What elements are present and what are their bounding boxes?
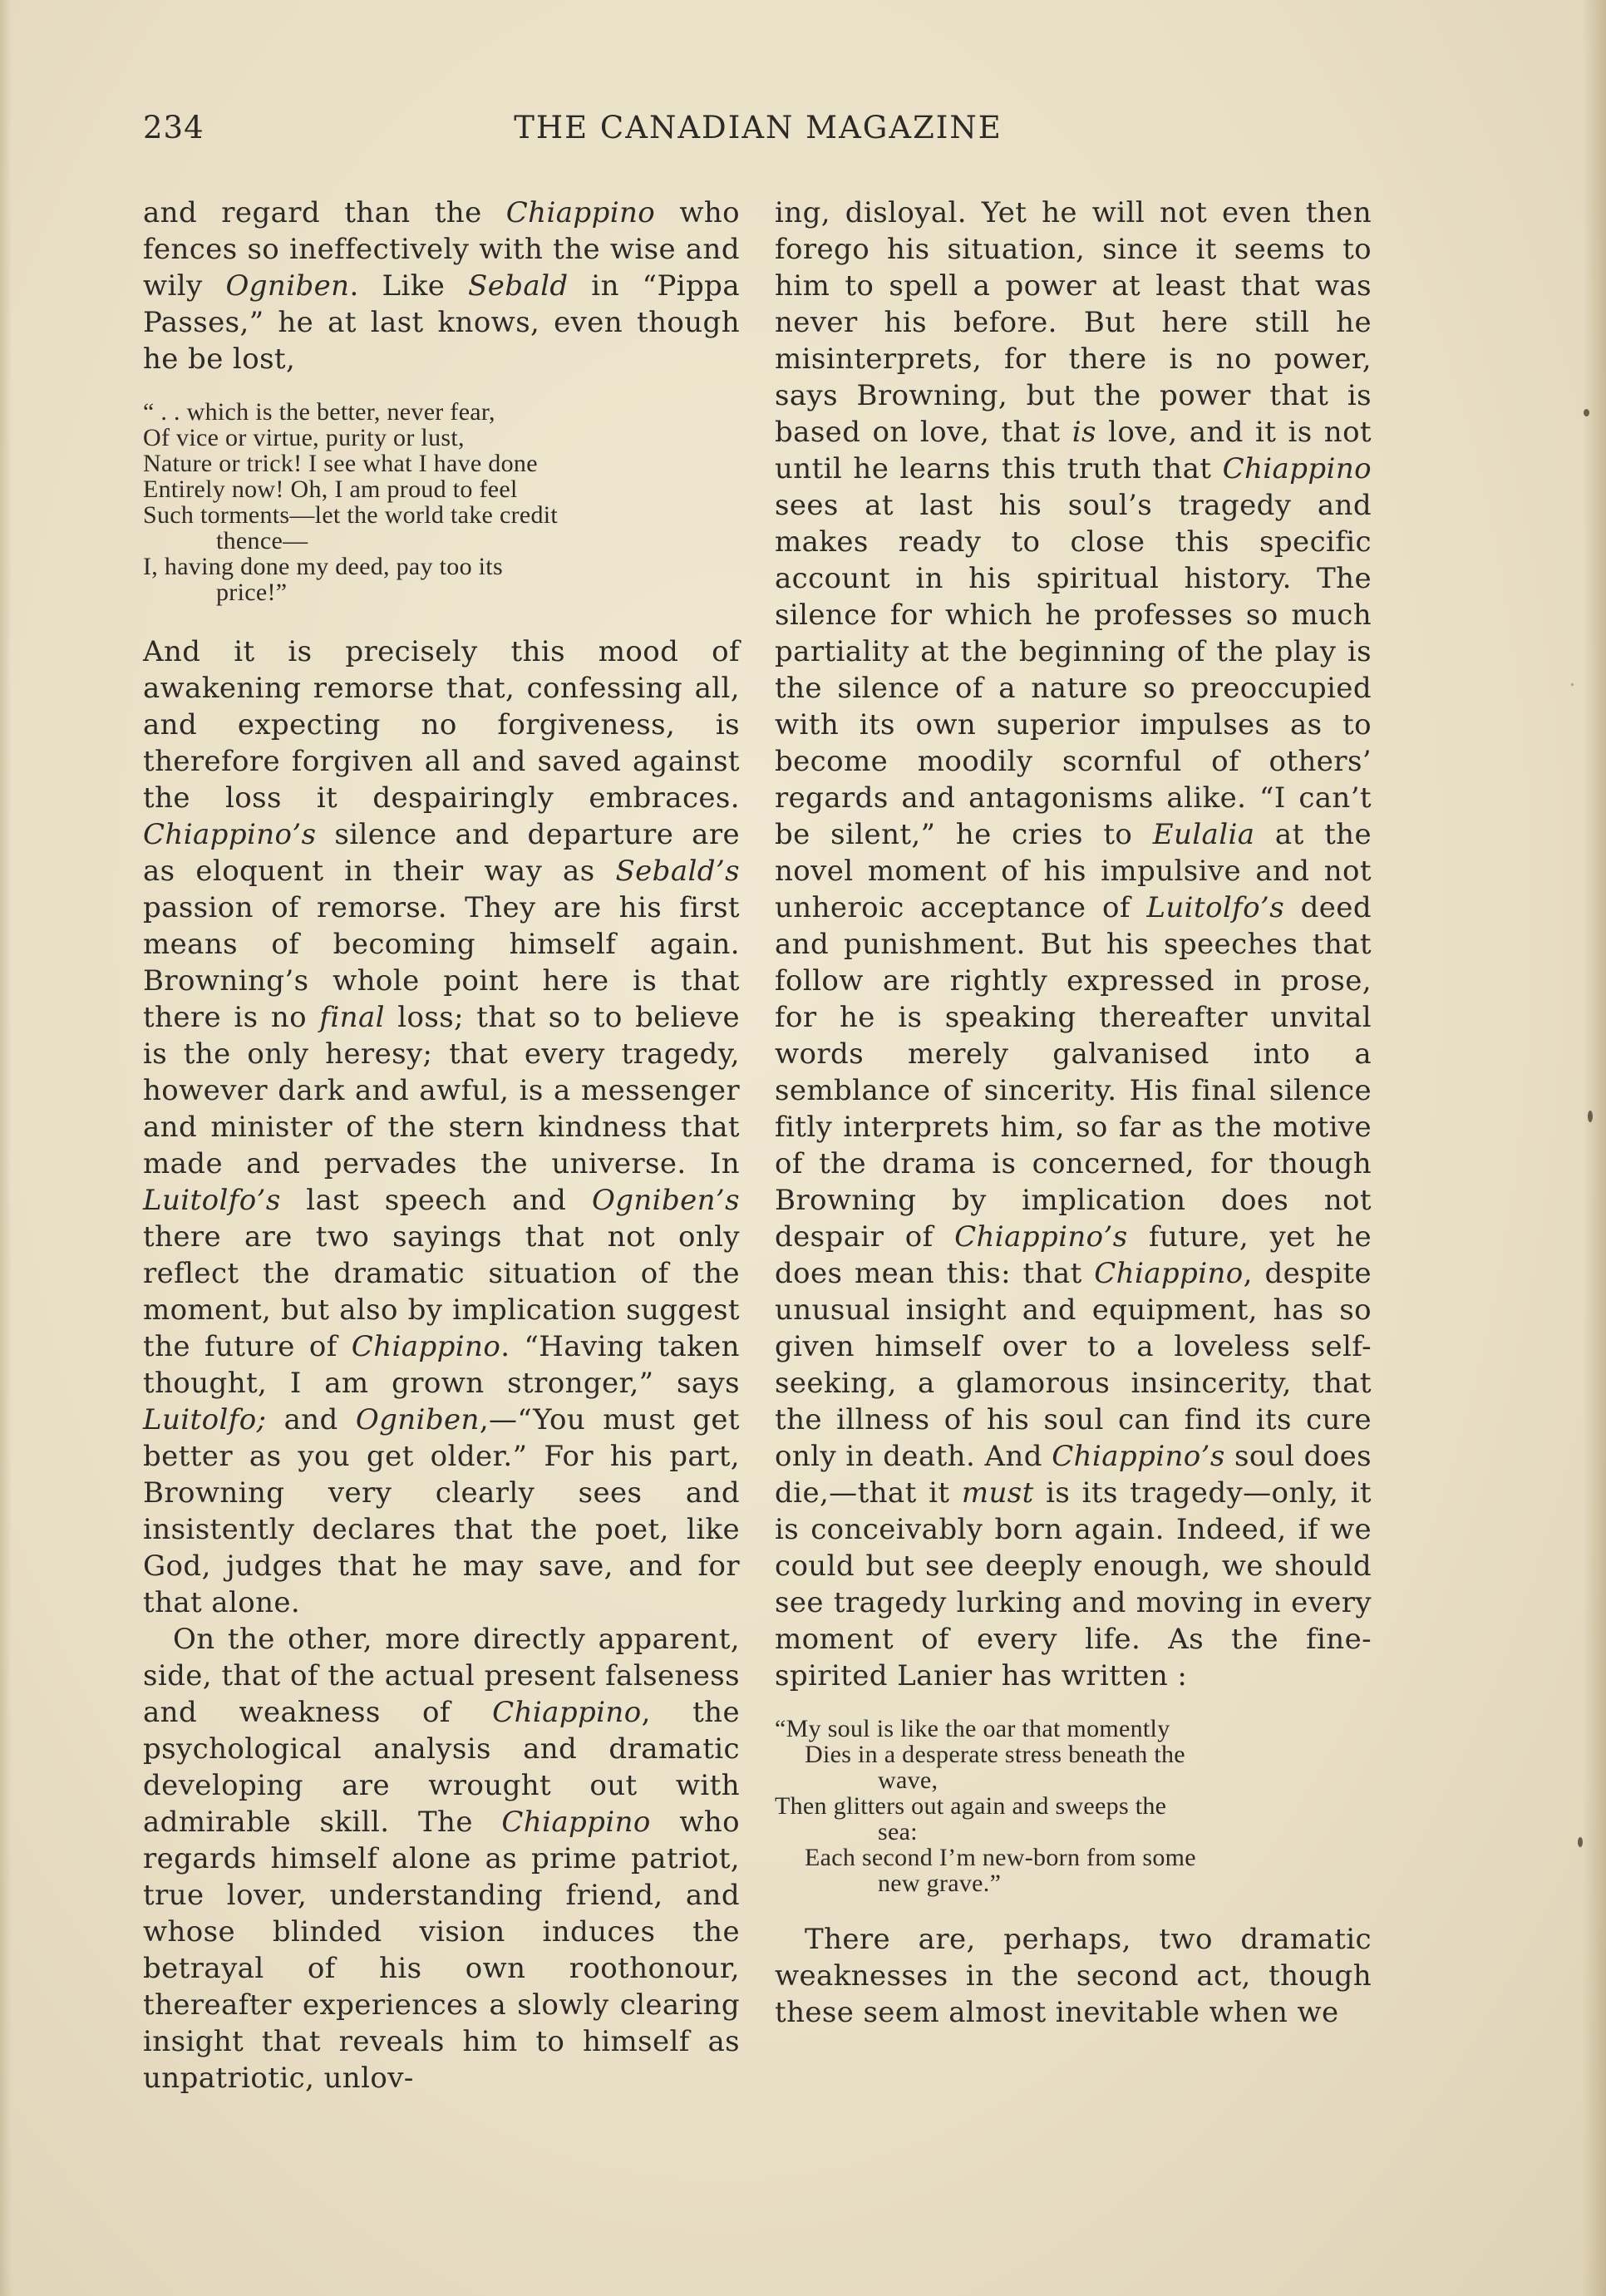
text-run: love, and it is not until he learns this truth that: [775, 416, 1372, 485]
text-run: . Like: [349, 269, 469, 303]
italic-text: Luitolfo’s: [1146, 891, 1285, 924]
paper-speck: [1578, 1837, 1583, 1847]
text-run: sees at last his soul’s tragedy and makes ready to close this specific account in his spiritual history. The silence for which he professes so much partiality at the beginning of the play is the silence of a nature so preoccupied with its own superior impulses as to become moodily scornful of others’ regards and antagonisms alike. “I can’t be silent,” he cries to: [775, 489, 1372, 851]
page-header: [143, 110, 1373, 153]
paragraph: [775, 1921, 1372, 2031]
text-run: is its tragedy—only, it is conceivably born again. Indeed, if we could but see deeply enough, we should see tragedy lurking and moving in every moment of every life. As the fine-spirited Lanier has written :: [775, 1476, 1372, 1692]
text-run: at the novel moment of his impulsive and not unheroic acceptance of: [775, 818, 1372, 924]
text-run: ,—“You must get better as you get older.” For his part, Browning very clearly sees and insistently declares that the poet, like God, judges that he may save, and for that alone.: [143, 1403, 740, 1619]
text-run: And it is precisely this mood of awakening remorse that, confessing all, and expecting no forgiveness, is therefore forgiven all and saved against the loss it despairingly embraces.: [143, 635, 740, 815]
italic-text: Ogniben: [225, 269, 350, 303]
text-run: , despite unusual insight and equipment, has so given himself over to a loveless self-seeking, a glamorous insincerity, that the illness of his soul can find its cure only in death. And: [775, 1257, 1372, 1473]
text-run: loss; that so to believe is the only heresy; that every tragedy, however dark and awful, is a messenger and minister of the stern kindness that made and pervades the universe. In: [143, 1001, 740, 1180]
verse-line: Entirely now! Oh, I am proud to feel: [143, 475, 518, 503]
text-run: and regard than the: [143, 196, 506, 229]
text-run: soul does die,—that it: [775, 1440, 1372, 1510]
text-run: , the psychological analysis and dramatic developing are wrought out with admirable skill. The: [143, 1696, 740, 1839]
verse-line: Nature or trick! I see what I have done: [143, 450, 538, 477]
italic-text: Chiappino: [505, 196, 656, 229]
paragraph: [143, 195, 740, 377]
page-right-edge-shadow: [1583, 0, 1606, 2296]
text-run: last speech and: [280, 1184, 592, 1217]
verse-line: new grave.”: [878, 1870, 1002, 1897]
italic-text: final: [319, 1001, 385, 1034]
italic-text: Eulalia: [1152, 818, 1255, 851]
verse-line: “ . . which is the better, never fear,: [143, 398, 495, 426]
italic-text: Ogniben: [355, 1403, 480, 1436]
italic-text: Chiappino’s: [954, 1220, 1128, 1254]
text-run: passion of remorse. They are his first means of becoming himself again. Browning’s whole point here is that there is no: [143, 891, 740, 1034]
paper-speck: [1584, 409, 1589, 416]
running-title: THE CANADIAN MAGAZINE: [514, 110, 1003, 145]
right-column: [775, 195, 1372, 2031]
paragraph: [143, 633, 740, 1621]
italic-text: Chiappino’s: [143, 818, 317, 851]
verse-line: thence—: [216, 527, 308, 554]
italic-text: Sebald: [468, 269, 569, 303]
paragraph: [143, 1621, 740, 2096]
text-run: who fences so ineffectively with the wise and wily: [143, 196, 740, 303]
italic-text: Chiappino: [492, 1696, 642, 1729]
text-run: deed and punishment. But his speeches that follow are rightly expressed in prose, for he is speaking thereafter unvital words merely galvanised into a semblance of sincerity. His final silence fitly interprets him, so far as the motive of the drama is concerned, for though Browning by implication does not despair of: [775, 891, 1372, 1254]
verse-line: price!”: [216, 579, 288, 606]
text-run: who regards himself alone as prime patriot, true lover, understanding friend, and whose blinded vision induces the betrayal of his own roothonour, thereafter experiences a slowly clearing insight that reveals him to himself as unpatriotic, unlov-: [143, 1806, 740, 2095]
verse-quote: [775, 1716, 1372, 1896]
text-run: ing, disloyal. Yet he will not even then forego his situation, since it seems to him to spell a power at least that was never his before. But here still he misinterprets, for there is no power, says Browning, but the power that is based on love, that: [775, 196, 1372, 449]
italic-text: Chiappino: [1094, 1257, 1244, 1290]
verse-line: Dies in a desperate stress beneath the: [805, 1741, 1185, 1768]
verse-line: Such torments—let the world take credit: [143, 501, 559, 529]
text-run: future, yet he does mean this: that: [775, 1220, 1372, 1290]
page-left-edge-shadow: [0, 0, 12, 2296]
text-run: in “Pippa Passes,” he at last knows, even though he be lost,: [143, 269, 740, 376]
page-number: 234: [143, 110, 204, 145]
italic-text: must: [961, 1476, 1034, 1510]
paper-speck: [1571, 683, 1574, 686]
italic-text: Chiappino: [501, 1806, 651, 1839]
text-run: On the other, more directly apparent, side, that of the actual present falseness and weakness of: [143, 1623, 740, 1729]
verse-line: Each second I’m new-born from some: [805, 1844, 1196, 1871]
left-column: [143, 195, 740, 2096]
italic-text: Luitolfo;: [143, 1403, 267, 1436]
text-run: There are, perhaps, two dramatic weaknesses in the second act, though these seem almost inevitable when we: [775, 1923, 1372, 2029]
italic-text: is: [1071, 416, 1096, 449]
paper-speck: [1588, 1111, 1593, 1122]
verse-line: “My soul is like the oar that momently: [775, 1715, 1170, 1742]
italic-text: Sebald’s: [615, 855, 740, 888]
paragraph: [775, 195, 1372, 1694]
italic-text: Chiappino’s: [1052, 1440, 1225, 1473]
italic-text: Chiappino: [351, 1330, 501, 1363]
verse-line: sea:: [878, 1818, 918, 1845]
verse-line: Then glitters out again and sweeps the: [775, 1792, 1167, 1820]
italic-text: Ogniben’s: [591, 1184, 740, 1217]
verse-line: wave,: [878, 1766, 938, 1794]
verse-line: I, having done my deed, pay too its: [143, 553, 503, 580]
text-run: and: [266, 1403, 356, 1436]
text-run: there are two sayings that not only reflect the dramatic situation of the moment, but also by implication suggest the future of: [143, 1220, 740, 1363]
italic-text: Luitolfo’s: [143, 1184, 281, 1217]
text-run: silence and departure are as eloquent in their way as: [143, 818, 740, 888]
verse-quote: [143, 399, 740, 605]
verse-line: Of vice or virtue, purity or lust,: [143, 424, 465, 451]
italic-text: Chiappino: [1222, 452, 1372, 485]
text-run: . “Having taken thought, I am grown stronger,” says: [143, 1330, 740, 1400]
